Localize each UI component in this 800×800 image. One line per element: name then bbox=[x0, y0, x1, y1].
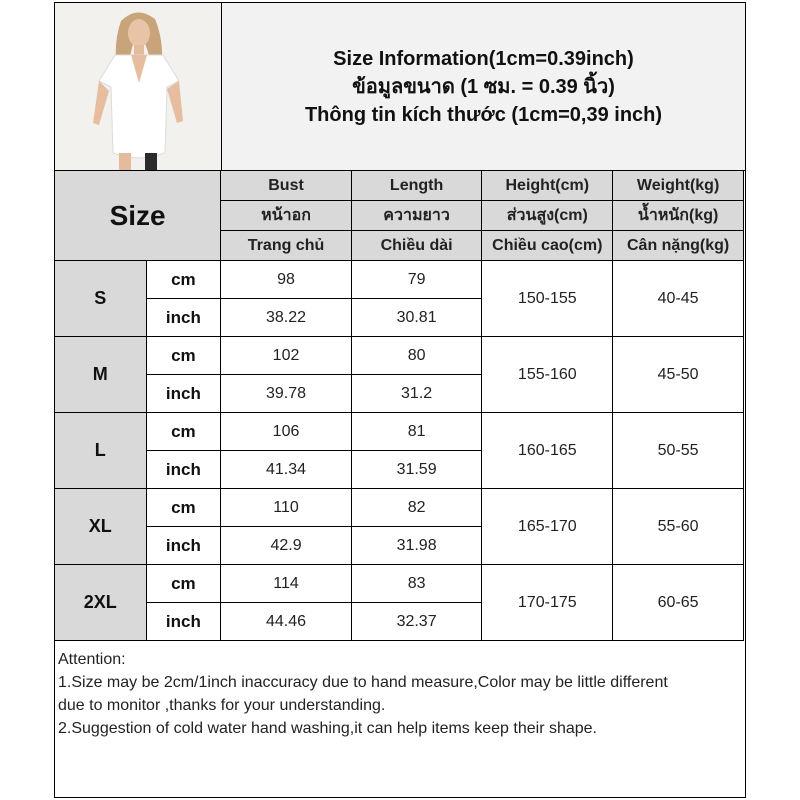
bust-inch: 38.22 bbox=[221, 299, 352, 337]
length-inch: 31.59 bbox=[351, 451, 482, 489]
column-header-height-en: Height(cm) bbox=[482, 171, 613, 201]
attention-line-3: 2.Suggestion of cold water hand washing,it can help items keep their shape. bbox=[58, 720, 597, 737]
column-header-length-en: Length bbox=[351, 171, 482, 201]
table-row bbox=[55, 413, 744, 451]
table-row bbox=[55, 489, 744, 527]
attention-heading: Attention: bbox=[58, 651, 126, 668]
height-range: 165-170 bbox=[482, 489, 613, 565]
weight-range: 50-55 bbox=[613, 413, 744, 489]
height-range: 155-160 bbox=[482, 337, 613, 413]
attention-notes bbox=[55, 648, 745, 740]
title-thai: ข้อมูลขนาด (1 ซม. = 0.39 นิ้ว) bbox=[352, 75, 615, 98]
bust-inch: 42.9 bbox=[221, 527, 352, 565]
bust-cm: 98 bbox=[221, 261, 352, 299]
unit-inch: inch bbox=[146, 451, 221, 489]
unit-cm: cm bbox=[146, 565, 221, 603]
title-vietnamese: Thông tin kích thước (1cm=0,39 inch) bbox=[304, 103, 663, 126]
model-wearing-dress-image bbox=[55, 3, 221, 170]
product-photo bbox=[55, 3, 222, 171]
bust-cm: 102 bbox=[221, 337, 352, 375]
column-header-bust-th: หน้าอก bbox=[221, 201, 352, 231]
bust-inch: 41.34 bbox=[221, 451, 352, 489]
length-cm: 79 bbox=[351, 261, 482, 299]
table-row bbox=[55, 337, 744, 375]
column-header-weight-vi: Cân nặng(kg) bbox=[613, 231, 744, 261]
column-header-length-th: ความยาว bbox=[351, 201, 482, 231]
unit-inch: inch bbox=[146, 299, 221, 337]
column-header-bust-vi: Trang chủ bbox=[221, 231, 352, 261]
size-information-title-block bbox=[222, 3, 745, 171]
weight-range: 40-45 bbox=[613, 261, 744, 337]
table-row bbox=[55, 565, 744, 603]
length-cm: 81 bbox=[351, 413, 482, 451]
bust-inch: 39.78 bbox=[221, 375, 352, 413]
weight-range: 60-65 bbox=[613, 565, 744, 641]
unit-cm: cm bbox=[146, 413, 221, 451]
attention-line-2: due to monitor ,thanks for your understanding. bbox=[58, 697, 386, 714]
size-label: XL bbox=[55, 489, 147, 565]
height-range: 160-165 bbox=[482, 413, 613, 489]
size-label: M bbox=[55, 337, 147, 413]
size-header: Size bbox=[55, 171, 221, 261]
bust-cm: 106 bbox=[221, 413, 352, 451]
length-cm: 82 bbox=[351, 489, 482, 527]
length-inch: 30.81 bbox=[351, 299, 482, 337]
size-label: S bbox=[55, 261, 147, 337]
column-header-bust-en: Bust bbox=[221, 171, 352, 201]
unit-inch: inch bbox=[146, 375, 221, 413]
length-inch: 32.37 bbox=[351, 603, 482, 641]
column-header-length-vi: Chiều dài bbox=[351, 231, 482, 261]
title-english: Size Information(1cm=0.39inch) bbox=[333, 47, 634, 70]
length-inch: 31.98 bbox=[351, 527, 482, 565]
unit-cm: cm bbox=[146, 261, 221, 299]
column-header-height-th: ส่วนสูง(cm) bbox=[482, 201, 613, 231]
size-table bbox=[54, 170, 744, 641]
length-cm: 83 bbox=[351, 565, 482, 603]
size-label: L bbox=[55, 413, 147, 489]
length-cm: 80 bbox=[351, 337, 482, 375]
size-label: 2XL bbox=[55, 565, 147, 641]
bust-cm: 114 bbox=[221, 565, 352, 603]
table-row bbox=[55, 261, 744, 299]
bust-cm: 110 bbox=[221, 489, 352, 527]
column-header-height-vi: Chiều cao(cm) bbox=[482, 231, 613, 261]
height-range: 150-155 bbox=[482, 261, 613, 337]
length-inch: 31.2 bbox=[351, 375, 482, 413]
unit-inch: inch bbox=[146, 527, 221, 565]
weight-range: 45-50 bbox=[613, 337, 744, 413]
weight-range: 55-60 bbox=[613, 489, 744, 565]
column-header-weight-th: น้ำหนัก(kg) bbox=[613, 201, 744, 231]
unit-cm: cm bbox=[146, 489, 221, 527]
size-chart-sheet bbox=[54, 2, 746, 798]
column-header-weight-en: Weight(kg) bbox=[613, 171, 744, 201]
unit-cm: cm bbox=[146, 337, 221, 375]
unit-inch: inch bbox=[146, 603, 221, 641]
height-range: 170-175 bbox=[482, 565, 613, 641]
attention-line-1: 1.Size may be 2cm/1inch inaccuracy due to hand measure,Color may be little different bbox=[58, 674, 668, 691]
bust-inch: 44.46 bbox=[221, 603, 352, 641]
